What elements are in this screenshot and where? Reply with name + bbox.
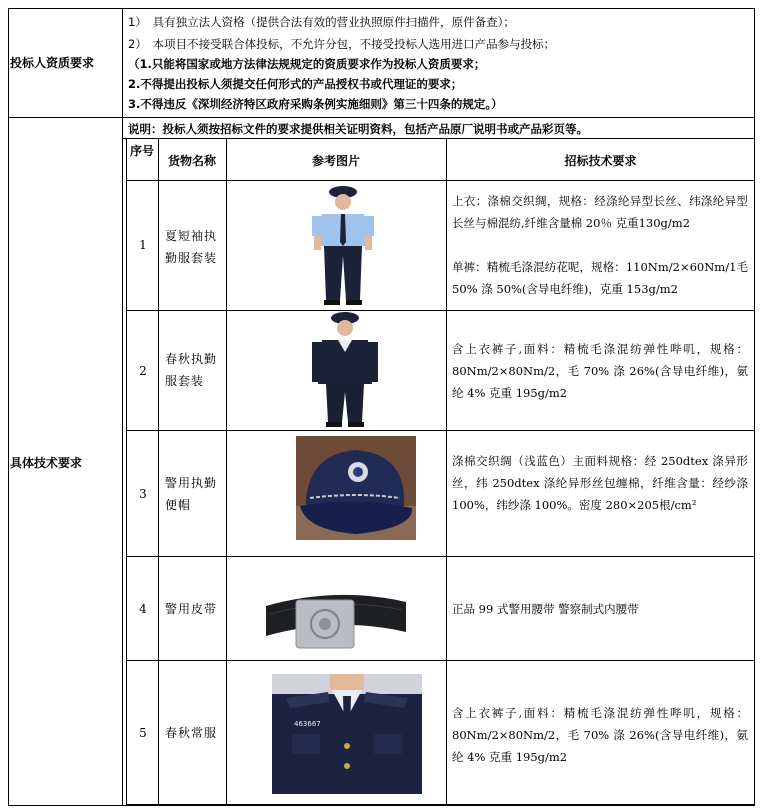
row-seq: 4: [139, 602, 147, 616]
header-divider: [126, 180, 755, 181]
row-seq: 2: [139, 364, 147, 378]
qualification-line: 2.不得提出投标人须提交任何形式的产品授权书或代理证的要求；: [128, 77, 463, 91]
qualification-line: （1.只能将国家或地方法律法规规定的资质要求作为投标人资质要求；: [128, 57, 486, 71]
spring-autumn-uniform-photo: [302, 312, 388, 428]
item-spec: 上衣：涤棉交织绸，规格：经涤纶异型长丝、纬涤纶异型长丝与棉混纺,纤维含量棉 20％ 克重130g/m2: [452, 194, 748, 230]
summer-uniform-photo: [300, 184, 386, 306]
qualification-line: 3.不得违反《深圳经济特区政府采购条例实施细则》第三十四条的规定。）: [128, 97, 503, 111]
item-spec: 正品 99 式警用腰带 警察制式内腰带: [452, 602, 639, 616]
column-divider: [122, 8, 123, 806]
item-name: 春秋执勤服套装: [165, 352, 218, 388]
inner-table-bottom: [126, 804, 755, 805]
item-name: 警用执勤便帽: [165, 476, 218, 512]
spring-autumn-dress-uniform-photo: [272, 674, 422, 794]
item-name: 春秋常服: [165, 726, 218, 740]
col-seq-divider: [158, 138, 159, 804]
row-divider: [126, 430, 755, 431]
row-divider: [126, 556, 755, 557]
police-cap-photo: [296, 436, 416, 540]
header-image: 参考图片: [311, 154, 360, 168]
row-seq: 5: [139, 726, 147, 740]
item-name: 警用皮带: [165, 602, 218, 616]
technical-label: 具体技术要求: [10, 456, 83, 470]
col-name-divider: [226, 138, 227, 804]
row-divider: [126, 310, 755, 311]
row-divider: [126, 660, 755, 661]
col-image-divider: [446, 138, 447, 804]
qualification-line: 1） 具有独立法人资格（提供合法有效的营业执照原件扫描件，原件备查）；: [128, 15, 515, 29]
item-spec: 单裤：精梳毛涤混纺花呢，规格：110Nm/2×60Nm/1毛 50% 涤 50%(含导电纤维)，克重 153g/m2: [452, 260, 748, 296]
header-seq: 序号: [129, 144, 154, 158]
row-seq: 3: [139, 487, 147, 501]
note-divider: [122, 138, 755, 139]
item-spec: 涤棉交织绸（浅蓝色）主面料规格：经 250dtex 涤异形丝，纬 250dtex 涤纶异形丝包缠棉，纤维含量：经纱涤 100%，纬纱涤 100%。密度 280×205根/cm²: [452, 454, 748, 512]
inner-table-left: [126, 138, 127, 804]
item-name: 夏短袖执勤服套装: [165, 229, 218, 265]
row-seq: 1: [139, 238, 147, 252]
header-name: 货物名称: [167, 154, 216, 168]
item-spec: 含上衣裤子,面料：精梳毛涤混纺弹性哔叽，规格：80Nm/2×80Nm/2，毛 70% 涤 26%(含导电纤维)，氨纶 4% 克重 195g/m2: [452, 342, 748, 400]
police-belt-photo: [262, 580, 410, 654]
item-spec: 含上衣裤子,面料：精梳毛涤混纺弹性哔叽，规格：80Nm/2×80Nm/2，毛 70% 涤 26%(含导电纤维)，氨纶 4% 克重 195g/m2: [452, 706, 748, 764]
header-spec: 招标技术要求: [564, 154, 637, 168]
technical-note: 说明：投标人须按招标文件的要求提供相关证明资料，包括产品原厂说明书或产品彩页等。: [128, 122, 588, 136]
qualification-label: 投标人资质要求: [10, 56, 95, 70]
qualification-line: 2） 本项目不接受联合体投标，不允许分包，不接受投标人选用进口产品参与投标；: [128, 37, 556, 51]
badge-number: 463667: [294, 720, 321, 728]
row-divider: [8, 117, 755, 118]
